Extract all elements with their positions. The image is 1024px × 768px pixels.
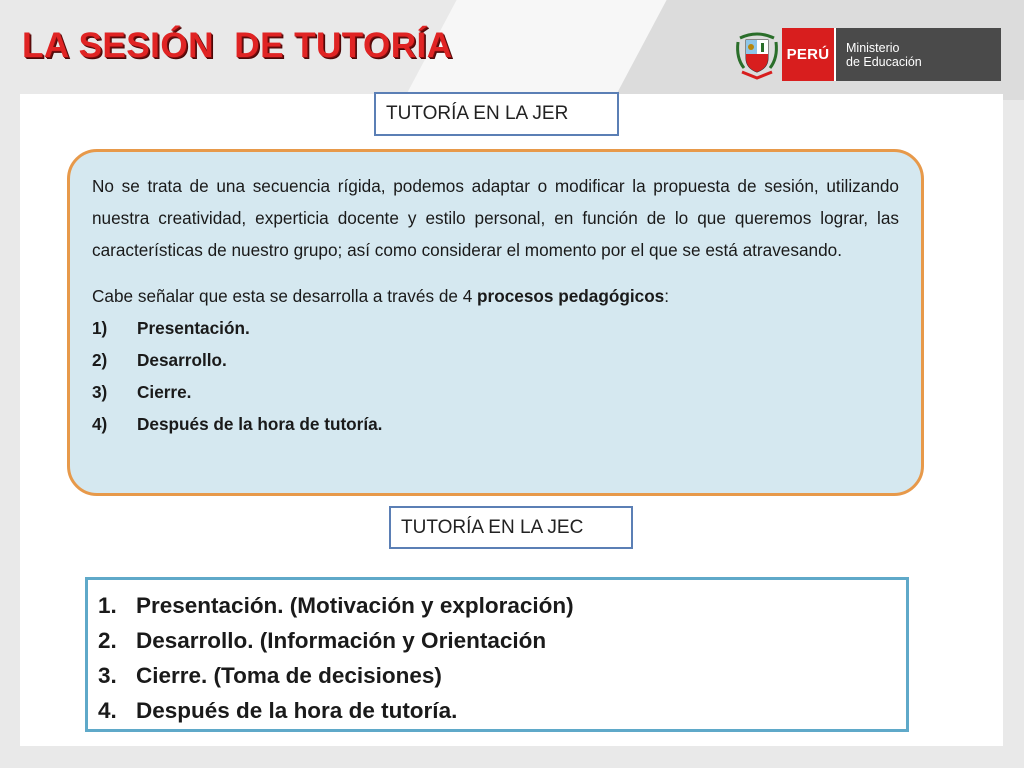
ministry-logo	[734, 28, 1001, 81]
ministry-name	[836, 28, 1001, 81]
list-item: 3) Cierre.	[92, 382, 192, 402]
list-item: 1. Presentación. (Motivación y exploración)	[98, 593, 574, 618]
list-item: 4. Después de la hora de tutoría.	[98, 698, 458, 723]
ministry-line-1: Ministerio	[846, 40, 900, 55]
page-title: LA SESIÓN DE TUTORÍA	[22, 26, 453, 65]
list-item: 2) Desarrollo.	[92, 350, 227, 370]
list-item: 2. Desarrollo. (Información y Orientación	[98, 628, 547, 653]
jec-process-list	[98, 588, 906, 728]
jer-paragraph-1: No se trata de una secuencia rígida, podemos adaptar o modificar la propuesta de sesión, utilizando nuestra creatividad, experticia docente y estilo personal, en función de lo que queremos lograr, las características de nuestro grupo; así como considerar el momento por el que se está atravesando.	[92, 176, 899, 260]
jer-process-list	[92, 312, 899, 440]
jer-description-box	[67, 149, 924, 496]
jer-emphasis: procesos pedagógicos	[477, 286, 665, 306]
list-item: 4) Después de la hora de tutoría.	[92, 414, 383, 434]
jec-label: TUTORÍA EN LA JEC	[389, 506, 633, 549]
jer-paragraph-2: Cabe señalar que esta se desarrolla a través de 4 procesos pedagógicos:	[92, 286, 670, 306]
jer-label: TUTORÍA EN LA JER	[374, 92, 619, 136]
jec-process-box	[85, 577, 909, 732]
peru-coat-of-arms-icon	[734, 28, 780, 81]
list-item: 1) Presentación.	[92, 318, 250, 338]
ministry-line-2: de Educación	[846, 54, 922, 69]
list-item: 3. Cierre. (Toma de decisiones)	[98, 663, 442, 688]
peru-label: PERÚ	[782, 28, 834, 81]
